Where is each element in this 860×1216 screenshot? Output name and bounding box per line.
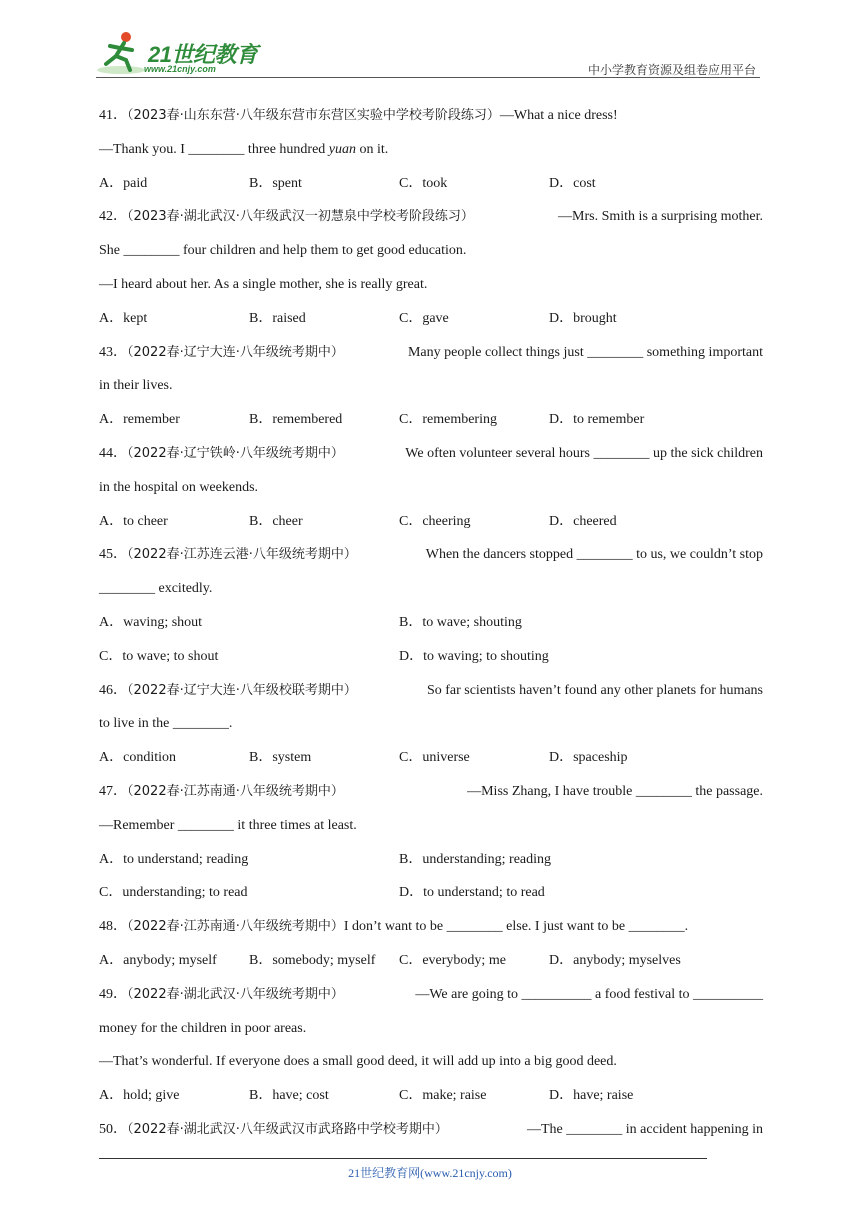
question-line: —That’s wonderful. If everyone does a small good deed, it will add up into a big good deed. — [99, 1054, 617, 1070]
question-stem — [99, 674, 763, 708]
question-source: （2022春·江苏南通·八年级统考期中） — [127, 783, 344, 799]
answer-option: D．spaceship — [549, 750, 628, 766]
question-line: ________ excitedly. — [99, 581, 213, 597]
question-text: When the dancers stopped ________ to us, we couldn’t stop — [425, 547, 763, 563]
options-row — [99, 741, 763, 775]
question-number: 45． — [99, 547, 127, 563]
answer-option: D．brought — [549, 310, 617, 326]
options-row — [99, 1079, 763, 1113]
options-row — [99, 505, 763, 539]
question-line: to live in the ________. — [99, 716, 233, 732]
question-stem — [99, 978, 763, 1012]
question-stem-wrap — [99, 99, 763, 133]
question-source: （2023春·湖北武汉·八年级武汉一初慧泉中学校考阶段练习） — [127, 209, 474, 225]
answer-option: B．spent — [249, 175, 302, 191]
question-text: We often volunteer several hours ________ up the sick children — [405, 445, 763, 461]
text-segment: —Thank you. I ________ three hundred — [99, 141, 329, 157]
answer-option: D．to remember — [549, 412, 645, 428]
question-head — [99, 336, 344, 370]
answer-option: C．gave — [399, 310, 449, 326]
question-list — [99, 99, 763, 1147]
answer-option: A．to cheer — [99, 513, 168, 529]
question-head — [99, 674, 357, 708]
answer-option: C．universe — [399, 750, 470, 766]
options-row — [99, 403, 763, 437]
question-stem — [99, 336, 763, 370]
options-row — [99, 640, 763, 674]
answer-option: B．cheer — [249, 513, 303, 529]
question-source: （2022春·江苏南通·八年级统考期中） — [127, 919, 344, 935]
page-header — [96, 30, 760, 78]
question-source: （2023春·山东东营·八年级东营市东营区实验中学校考阶段练习） — [127, 108, 500, 123]
text-segment: on it. — [356, 141, 389, 157]
question-text: —The ________ in accident happening in — [527, 1121, 763, 1137]
answer-option: A．anybody; myself — [99, 952, 217, 968]
answer-option: A．hold; give — [99, 1088, 180, 1104]
question-head — [99, 437, 344, 471]
answer-option: C．understanding; to read — [99, 885, 248, 901]
question-head — [99, 919, 344, 934]
question-text: —What a nice dress! — [499, 108, 618, 123]
answer-option: B．system — [249, 750, 312, 766]
question-stem-wrap — [99, 437, 763, 471]
answer-option: A．waving; shout — [99, 614, 203, 630]
question-head — [99, 200, 474, 234]
question-text: —Mrs. Smith is a surprising mother. — [558, 209, 763, 225]
question-stem — [99, 538, 763, 572]
answer-option: A．paid — [99, 175, 148, 191]
answer-option: B．to wave; shouting — [399, 614, 522, 630]
question-line: in the hospital on weekends. — [99, 479, 259, 495]
question-source: （2022春·辽宁铁岭·八年级统考期中） — [127, 445, 344, 461]
question-text: Many people collect things just ________ something important — [407, 344, 763, 360]
options-row — [99, 606, 763, 640]
answer-option: D．anybody; myselves — [549, 952, 681, 968]
question-stem-wrap — [99, 674, 763, 708]
options-row — [99, 167, 763, 201]
runner-icon — [96, 30, 146, 76]
answer-option: D．have; raise — [549, 1088, 634, 1104]
question-stem-wrap — [99, 538, 763, 572]
question-number: 47． — [99, 783, 127, 799]
answer-option: C．everybody; me — [399, 952, 506, 968]
answer-option: D．to understand; to read — [399, 885, 545, 901]
question-head — [99, 538, 357, 572]
footer-link[interactable]: 21世纪教育网(www.21cnjy.com) — [348, 1166, 512, 1180]
options-row — [99, 944, 763, 978]
question-head — [99, 108, 500, 123]
question-source: （2022春·湖北武汉·八年级统考期中） — [127, 986, 344, 1002]
question-number: 43． — [99, 344, 127, 360]
answer-option: B．somebody; myself — [249, 952, 376, 968]
question-stem — [99, 200, 763, 234]
question-line: —Remember ________ it three times at least. — [99, 817, 357, 833]
answer-option: C．make; raise — [399, 1088, 487, 1104]
question-line: —I heard about her. As a single mother, she is really great. — [99, 276, 428, 292]
question-stem-wrap — [99, 910, 763, 944]
question-head — [99, 978, 344, 1012]
options-row — [99, 876, 763, 910]
question-stem-wrap — [99, 978, 763, 1012]
question-stem-wrap — [99, 775, 763, 809]
options-row — [99, 843, 763, 877]
answer-option: D．to waving; to shouting — [399, 648, 549, 664]
question-text: —We are going to __________ a food festival to __________ — [415, 986, 763, 1002]
question-number: 44． — [99, 445, 127, 461]
answer-option: C．to wave; to shout — [99, 648, 219, 664]
question-stem-wrap — [99, 1113, 763, 1147]
question-stem — [99, 775, 763, 809]
answer-option: D．cost — [549, 175, 596, 191]
site-logo — [96, 30, 266, 78]
answer-option: B．remembered — [249, 412, 343, 428]
question-number: 49． — [99, 986, 127, 1002]
answer-option: A．remember — [99, 412, 180, 428]
question-stem — [99, 99, 763, 133]
header-divider — [96, 77, 760, 78]
logo-url: www.21cnjy.com — [144, 64, 216, 74]
question-number: 50． — [99, 1121, 127, 1137]
answer-option: A．condition — [99, 750, 176, 766]
question-source: （2022春·辽宁大连·八年级校联考期中） — [127, 682, 357, 698]
answer-option: C．cheering — [399, 513, 471, 529]
question-line: in their lives. — [99, 378, 173, 394]
answer-option: B．raised — [249, 310, 306, 326]
question-head — [99, 775, 344, 809]
answer-option: B．understanding; reading — [399, 851, 552, 867]
question-line: money for the children in poor areas. — [99, 1020, 307, 1036]
question-text: I don’t want to be ________ else. I just want to be ________. — [343, 919, 689, 935]
question-text: So far scientists haven’t found any other planets for humans — [426, 682, 763, 698]
question-number: 41． — [99, 108, 127, 123]
question-stem — [99, 910, 763, 944]
italic-word: yuan — [328, 141, 357, 157]
question-stem-wrap — [99, 200, 763, 234]
footer-divider — [99, 1158, 707, 1159]
question-stem — [99, 437, 763, 471]
question-stem — [99, 1113, 763, 1147]
answer-option: A．kept — [99, 310, 148, 326]
answer-option: D．cheered — [549, 513, 617, 529]
platform-name: 中小学教育资源及组卷应用平台 — [587, 63, 756, 77]
question-stem-wrap — [99, 336, 763, 370]
question-line — [99, 133, 763, 167]
question-text: —Miss Zhang, I have trouble ________ the passage. — [467, 783, 763, 799]
question-number: 48． — [99, 919, 127, 935]
answer-option: C．took — [399, 175, 448, 191]
question-source: （2022春·江苏连云港·八年级统考期中） — [127, 547, 357, 563]
question-source: （2022春·辽宁大连·八年级统考期中） — [127, 344, 344, 360]
answer-option: C．remembering — [399, 412, 497, 428]
logo-text: 21世纪教育 — [148, 42, 258, 67]
question-head — [99, 1113, 448, 1147]
answer-option: B．have; cost — [249, 1088, 329, 1104]
question-source: （2022春·湖北武汉·八年级武汉市武珞路中学校考期中） — [127, 1121, 448, 1137]
options-row — [99, 302, 763, 336]
question-line: She ________ four children and help them to get good education. — [99, 243, 467, 259]
answer-option: A．to understand; reading — [99, 851, 249, 867]
question-number: 42． — [99, 209, 127, 225]
question-number: 46． — [99, 682, 127, 698]
